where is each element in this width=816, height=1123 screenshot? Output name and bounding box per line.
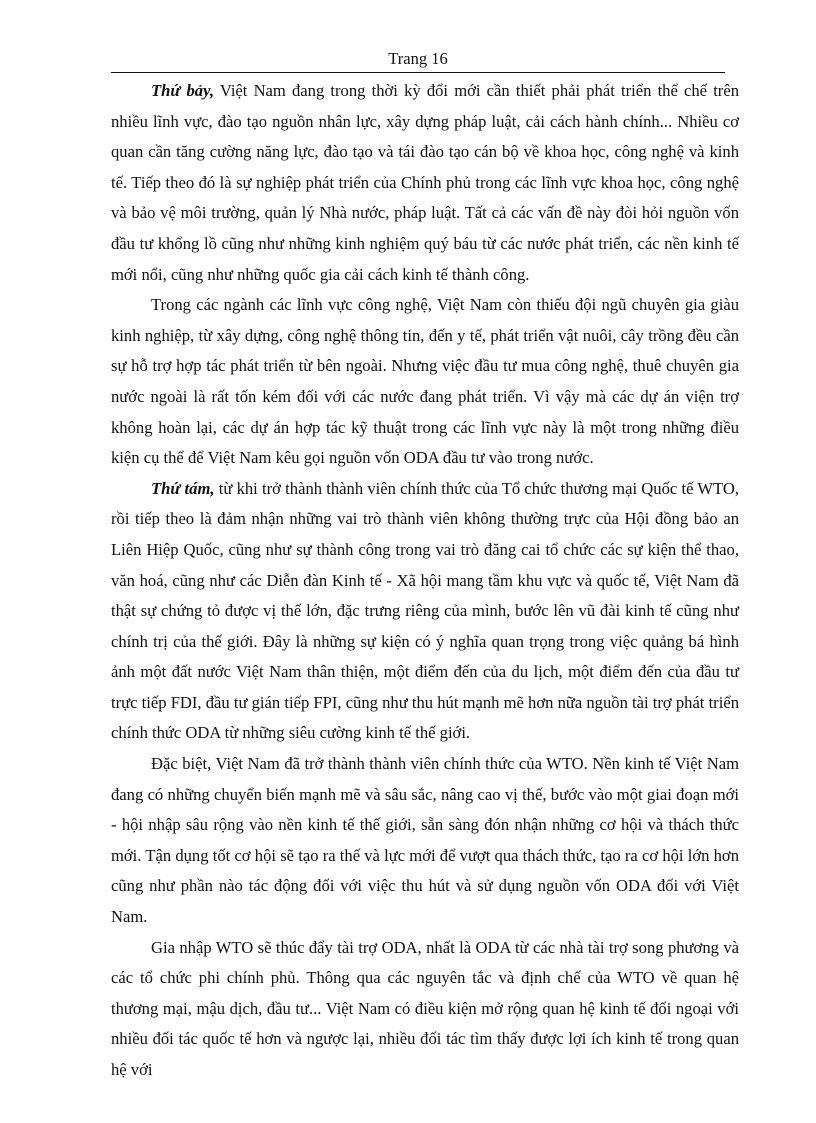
paragraph-lead: Thứ tám, <box>151 478 215 498</box>
document-body <box>111 76 739 1086</box>
paragraph-thu-bay <box>111 76 739 290</box>
paragraph-text: Gia nhập WTO sẽ thúc đẩy tài trợ ODA, nhất là ODA từ các nhà tài trợ song phương và các tổ chức phi chính phủ. Thông qua các nguyên tắc và định chế của WTO về quan hệ thương mại, mậu dịch, đầu tư... Việt Nam có điều kiện mở rộng quan hệ kinh tế đối ngoại với nhiều đối tác quốc tế hơn và ngược lại, nhiều đối tác tìm thấy được lợi ích kinh tế trong quan hệ với <box>111 937 739 1079</box>
paragraph-text: Đặc biệt, Việt Nam đã trở thành thành viên chính thức của WTO. Nền kinh tế Việt Nam đang có những chuyển biến mạnh mẽ và sâu sắc, nâng cao vị thế, bước vào một giai đoạn mới - hội nhập sâu rộng vào nền kinh tế thế giới, sẵn sàng đón nhận những cơ hội và thách thức mới. Tận dụng tốt cơ hội sẽ tạo ra thế và lực mới để vượt qua thách thức, tạo ra cơ hội lớn hơn cũng như phần nào tác động đối với việc thu hút và sử dụng nguồn vốn ODA đối với Việt Nam. <box>111 754 739 927</box>
paragraph-wto-oda <box>111 933 739 1086</box>
paragraph-wto-member <box>111 749 739 933</box>
paragraph-cong-nghe <box>111 290 739 474</box>
paragraph-lead: Thứ bảy, <box>151 81 214 100</box>
page-header <box>111 46 725 73</box>
paragraph-text: từ khi trở thành thành viên chính thức của Tổ chức thương mại Quốc tế WTO, rồi tiếp theo là đảm nhận những vai trò thành viên không thường trực của Hội đồng bảo an Liên Hiệp Quốc, cũng như sự thành công trong vai trò đăng cai tổ chức các sự kiện thể thao, văn hoá, cũng như các Diễn đàn Kinh tế - Xã hội mang tầm khu vực và quốc tế, Việt Nam đã thật sự chứng tỏ được vị thế lớn, đặc trưng riêng của mình, bước lên vũ đài kinh tế cũng như chính trị của thế giới. Đây là những sự kiện có ý nghĩa quan trọng trong việc quảng bá hình ảnh một đất nước Việt Nam thân thiện, một điểm đến của du lịch, một điểm đến của đầu tư trực tiếp FDI, đầu tư gián tiếp FPI, cũng như thu hút mạnh mẽ hơn nữa nguồn tài trợ phát triển chính thức ODA từ những siêu cường kinh tế thế giới. <box>111 478 740 743</box>
paragraph-thu-tam <box>111 474 739 749</box>
paragraph-text: Việt Nam đang trong thời kỳ đổi mới cần thiết phải phát triển thể chế trên nhiều lĩnh vực, đào tạo nguồn nhân lực, xây dựng pháp luật, cải cách hành chính... Nhiều cơ quan cần tăng cường năng lực, đào tạo và tái đào tạo cán bộ về khoa học, công nghệ và kinh tế. Tiếp theo đó là sự nghiệp phát triển của Chính phủ trong các lĩnh vực khoa học, công nghệ và bảo vệ môi trường, quản lý Nhà nước, pháp luật. Tất cả các vấn đề này đòi hỏi nguồn vốn đầu tư khổng lồ cũng như những kinh nghiệm quý báu từ các nước phát triển, các nền kinh tế mới nổi, cũng như những quốc gia cải cách kinh tế thành công. <box>111 81 739 284</box>
paragraph-text: Trong các ngành các lĩnh vực công nghệ, Việt Nam còn thiếu đội ngũ chuyên gia giàu kinh nghiệp, từ xây dựng, công nghệ thông tin, đến y tế, phát triển vật nuôi, cây trồng đều cần sự hỗ trợ hợp tác phát triển từ bên ngoài. Nhưng việc đầu tư mua công nghệ, thuê chuyên gia nước ngoài là rất tốn kém đối với các nước đang phát triển. Vì vậy mà các dự án viện trợ không hoàn lại, các dự án hợp tác kỹ thuật trong các lĩnh vực này là một trong những điều kiện cụ thể để Việt Nam kêu gọi nguồn vốn ODA đầu tư vào trong nước. <box>111 295 739 468</box>
page-number-label: Trang 16 <box>388 49 448 68</box>
